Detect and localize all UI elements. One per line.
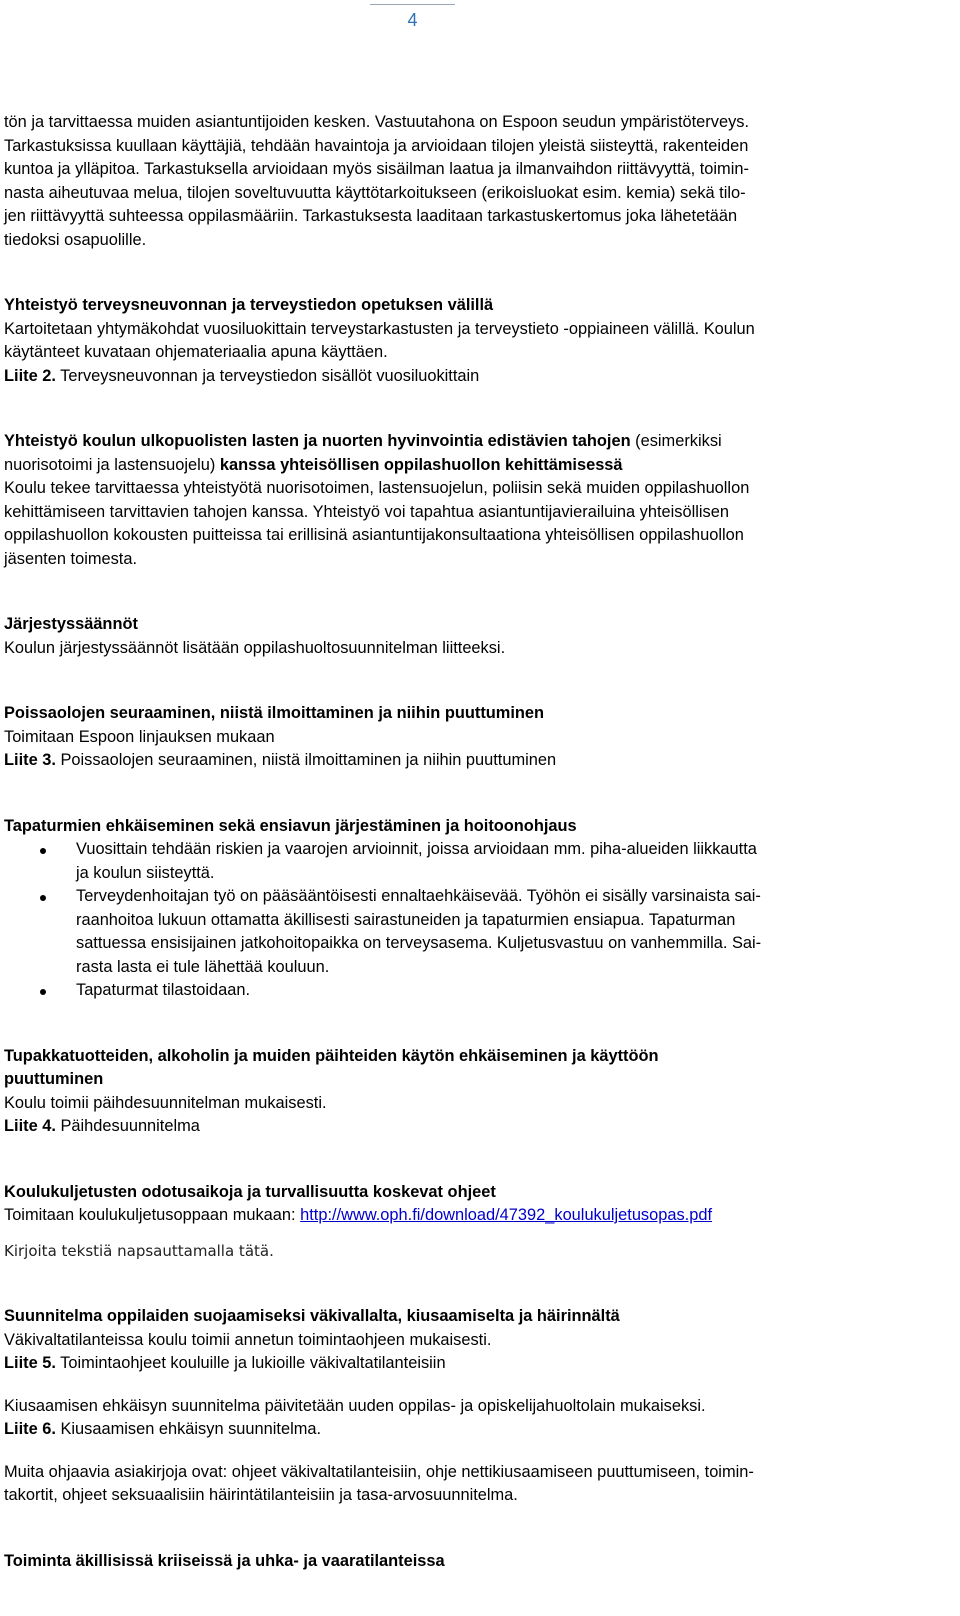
section-koulukuljetus xyxy=(4,1181,956,1264)
bullet-icon xyxy=(40,989,46,995)
text-line: Toimitaan Espoon linjauksen mukaan xyxy=(4,727,275,746)
text-line: jen riittävyyttä suhteessa oppilasmääriin. Tarkastuksesta laaditaan tarkastuskertomus joka lähetetään xyxy=(4,207,738,225)
heading-note: nuorisotoimi ja lastensuojelu) xyxy=(4,455,220,474)
section-poissaolot xyxy=(4,702,956,773)
text-line: nasta aiheutuvaa melua, tilojen soveltuvuutta käyttötarkoitukseen (erikoisluokat esim. kemia) sekä tilo- xyxy=(4,183,746,202)
text-line: Koulu toimii päihdesuunnitelman mukaisesti. xyxy=(4,1093,327,1112)
text-line: jäsenten toimesta. xyxy=(4,549,138,568)
text-line: kuntoa ja ylläpitoa. Tarkastuksella arvioidaan myös sisäilman laatua ja ilmanvaihdon riittävyyttä, toimin- xyxy=(4,160,749,178)
text-line: kehittämiseen tarvittavien tahojen kanssa. Yhteistyö voi tapahtua asiantuntijavierailuina yhteisöllisen xyxy=(4,502,729,521)
text-placeholder-field[interactable]: Kirjoita tekstiä napsauttamalla tätä. xyxy=(4,1241,274,1260)
list-item: Terveydenhoitajan työ on pääsääntöisesti ennaltaehkäisevää. Työhön ei sisälly varsinaista sai- raanhoitoa lukuun ottamatta äkillisesti sairastuneiden ja tapaturmien ensiapua. Tapaturman sattuessa ensisijainen jatkohoitopaikka on terveysasema. Kuljetusvastuu on vanhemmilla. Sai- rasta lasta ei tule lähettää kouluun. xyxy=(4,885,956,979)
section-vakivalta xyxy=(4,1305,956,1508)
section-heading: Poissaolojen seuraaminen, niistä ilmoittaminen ja niihin puuttuminen xyxy=(4,704,545,722)
appendix-title: Päihdesuunnitelma xyxy=(55,1117,200,1135)
section-heading: Yhteistyö koulun ulkopuolisten lasten ja nuorten hyvinvointia edistävien tahojen xyxy=(4,432,631,450)
section-heading: kanssa yhteisöllisen oppilashuollon kehittämisessä xyxy=(219,455,623,474)
appendix-line xyxy=(4,1115,956,1139)
text-line: Kartoitetaan yhtymäkohdat vuosiluokittain terveystarkastusten ja terveystieto -oppiaineen välillä. Koulun xyxy=(4,319,755,338)
bullet-list xyxy=(4,838,956,1003)
header-rule xyxy=(370,4,455,5)
section-heading: Koulukuljetusten odotusaikoja ja turvallisuutta koskevat ohjeet xyxy=(4,1182,496,1201)
text-line: Koulun järjestyssäännöt lisätään oppilashuoltosuunnitelman liitteeksi. xyxy=(4,638,506,657)
text-line: tiedoksi osapuolille. xyxy=(4,230,147,249)
section-paihteet xyxy=(4,1045,956,1139)
heading-note: (esimerkiksi xyxy=(630,432,722,450)
appendix-line xyxy=(4,365,956,389)
appendix-label: Liite 2. xyxy=(4,366,56,385)
text-line: Kiusaamisen ehkäisyn suunnitelma päivitetään uuden oppilas- ja opiskelijahuoltolain mukaiseksi. xyxy=(4,1396,706,1415)
bullet-icon xyxy=(40,848,46,854)
list-item: Vuosittain tehdään riskien ja vaarojen arvioinnit, joissa arvioidaan mm. piha-alueiden liikkautta ja koulun siisteyttä. xyxy=(4,838,956,885)
appendix-label: Liite 6. xyxy=(4,1420,56,1438)
section-heading: Järjestyssäännöt xyxy=(4,615,138,633)
text-line: tön ja tarvittaessa muiden asiantuntijoiden kesken. Vastuutahona on Espoon seudun ympäristöterveys. xyxy=(4,113,750,131)
section-yhteistyo xyxy=(4,430,956,571)
page-number: 4 xyxy=(407,10,418,30)
text-line: oppilashuollon kokousten puitteissa tai erillisinä asiantuntijakonsultaationa yhteisöllisen oppilashuollon xyxy=(4,526,744,544)
text-line: Toimitaan koulukuljetusoppaan mukaan: xyxy=(4,1206,301,1224)
section-heading: Toiminta äkillisissä kriiseissä ja uhka- ja vaaratilanteissa xyxy=(4,1551,445,1570)
text-line: takortit, ohjeet seksuaalisiin häirintätilanteisiin ja tasa-arvosuunnitelma. xyxy=(4,1486,518,1504)
text-line: käytänteet kuvataan ohjemateriaalia apuna käyttäen. xyxy=(4,343,388,361)
appendix-line xyxy=(4,749,956,773)
koulukuljetusopas-link[interactable]: http://www.oph.fi/download/47392_koulukuljetusopas.pdf xyxy=(300,1206,713,1224)
text-line: Tarkastuksissa kuullaan käyttäjiä, tehdään havaintoja ja arvioidaan tilojen yleistä siisteyttä, rakenteiden xyxy=(4,136,749,155)
section-heading: Yhteistyö terveysneuvonnan ja terveystiedon opetuksen välillä xyxy=(4,296,494,314)
appendix-title: Terveysneuvonnan ja terveystiedon sisällöt vuosiluokittain xyxy=(55,366,480,385)
appendix-line xyxy=(4,1352,956,1376)
document-body xyxy=(4,111,956,1573)
bullet-icon xyxy=(40,895,46,901)
text-line: Muita ohjaavia asiakirjoja ovat: ohjeet väkivaltatilanteisiin, ohje nettikiusaamiseen puuttumiseen, toimin- xyxy=(4,1462,754,1481)
appendix-label: Liite 4. xyxy=(4,1117,56,1135)
section-jarjestyssaannot xyxy=(4,613,956,660)
section-heading: puuttuminen xyxy=(4,1070,104,1088)
page-header xyxy=(370,0,455,40)
section-terveysneuvonta xyxy=(4,294,956,388)
section-tapaturmat xyxy=(4,815,956,1003)
appendix-title: Kiusaamisen ehkäisyn suunnitelma. xyxy=(55,1420,322,1438)
section-kriisit xyxy=(4,1550,956,1574)
appendix-line xyxy=(4,1418,956,1442)
section-heading: Suunnitelma oppilaiden suojaamiseksi väkivallalta, kiusaamiselta ja häirinnältä xyxy=(4,1307,620,1325)
appendix-title: Toimintaohjeet kouluille ja lukioille väkivaltatilanteisiin xyxy=(55,1354,446,1372)
appendix-label: Liite 5. xyxy=(4,1354,56,1372)
section-heading: Tupakkatuotteiden, alkoholin ja muiden päihteiden käytön ehkäiseminen ja käyttöön xyxy=(4,1046,659,1065)
text-line: Koulu tekee tarvittaessa yhteistyötä nuorisotoimen, lastensuojelun, poliisin sekä muiden oppilashuollon xyxy=(4,479,750,497)
section-heading: Tapaturmien ehkäiseminen sekä ensiavun järjestäminen ja hoitoonohjaus xyxy=(4,816,577,835)
text-line: Väkivaltatilanteissa koulu toimii annetun toimintaohjeen mukaisesti. xyxy=(4,1330,492,1349)
list-item: Tapaturmat tilastoidaan. xyxy=(4,979,956,1003)
appendix-title: Poissaolojen seuraaminen, niistä ilmoittaminen ja niihin puuttuminen xyxy=(55,751,557,769)
intro-paragraph xyxy=(4,111,956,252)
appendix-label: Liite 3. xyxy=(4,751,56,769)
